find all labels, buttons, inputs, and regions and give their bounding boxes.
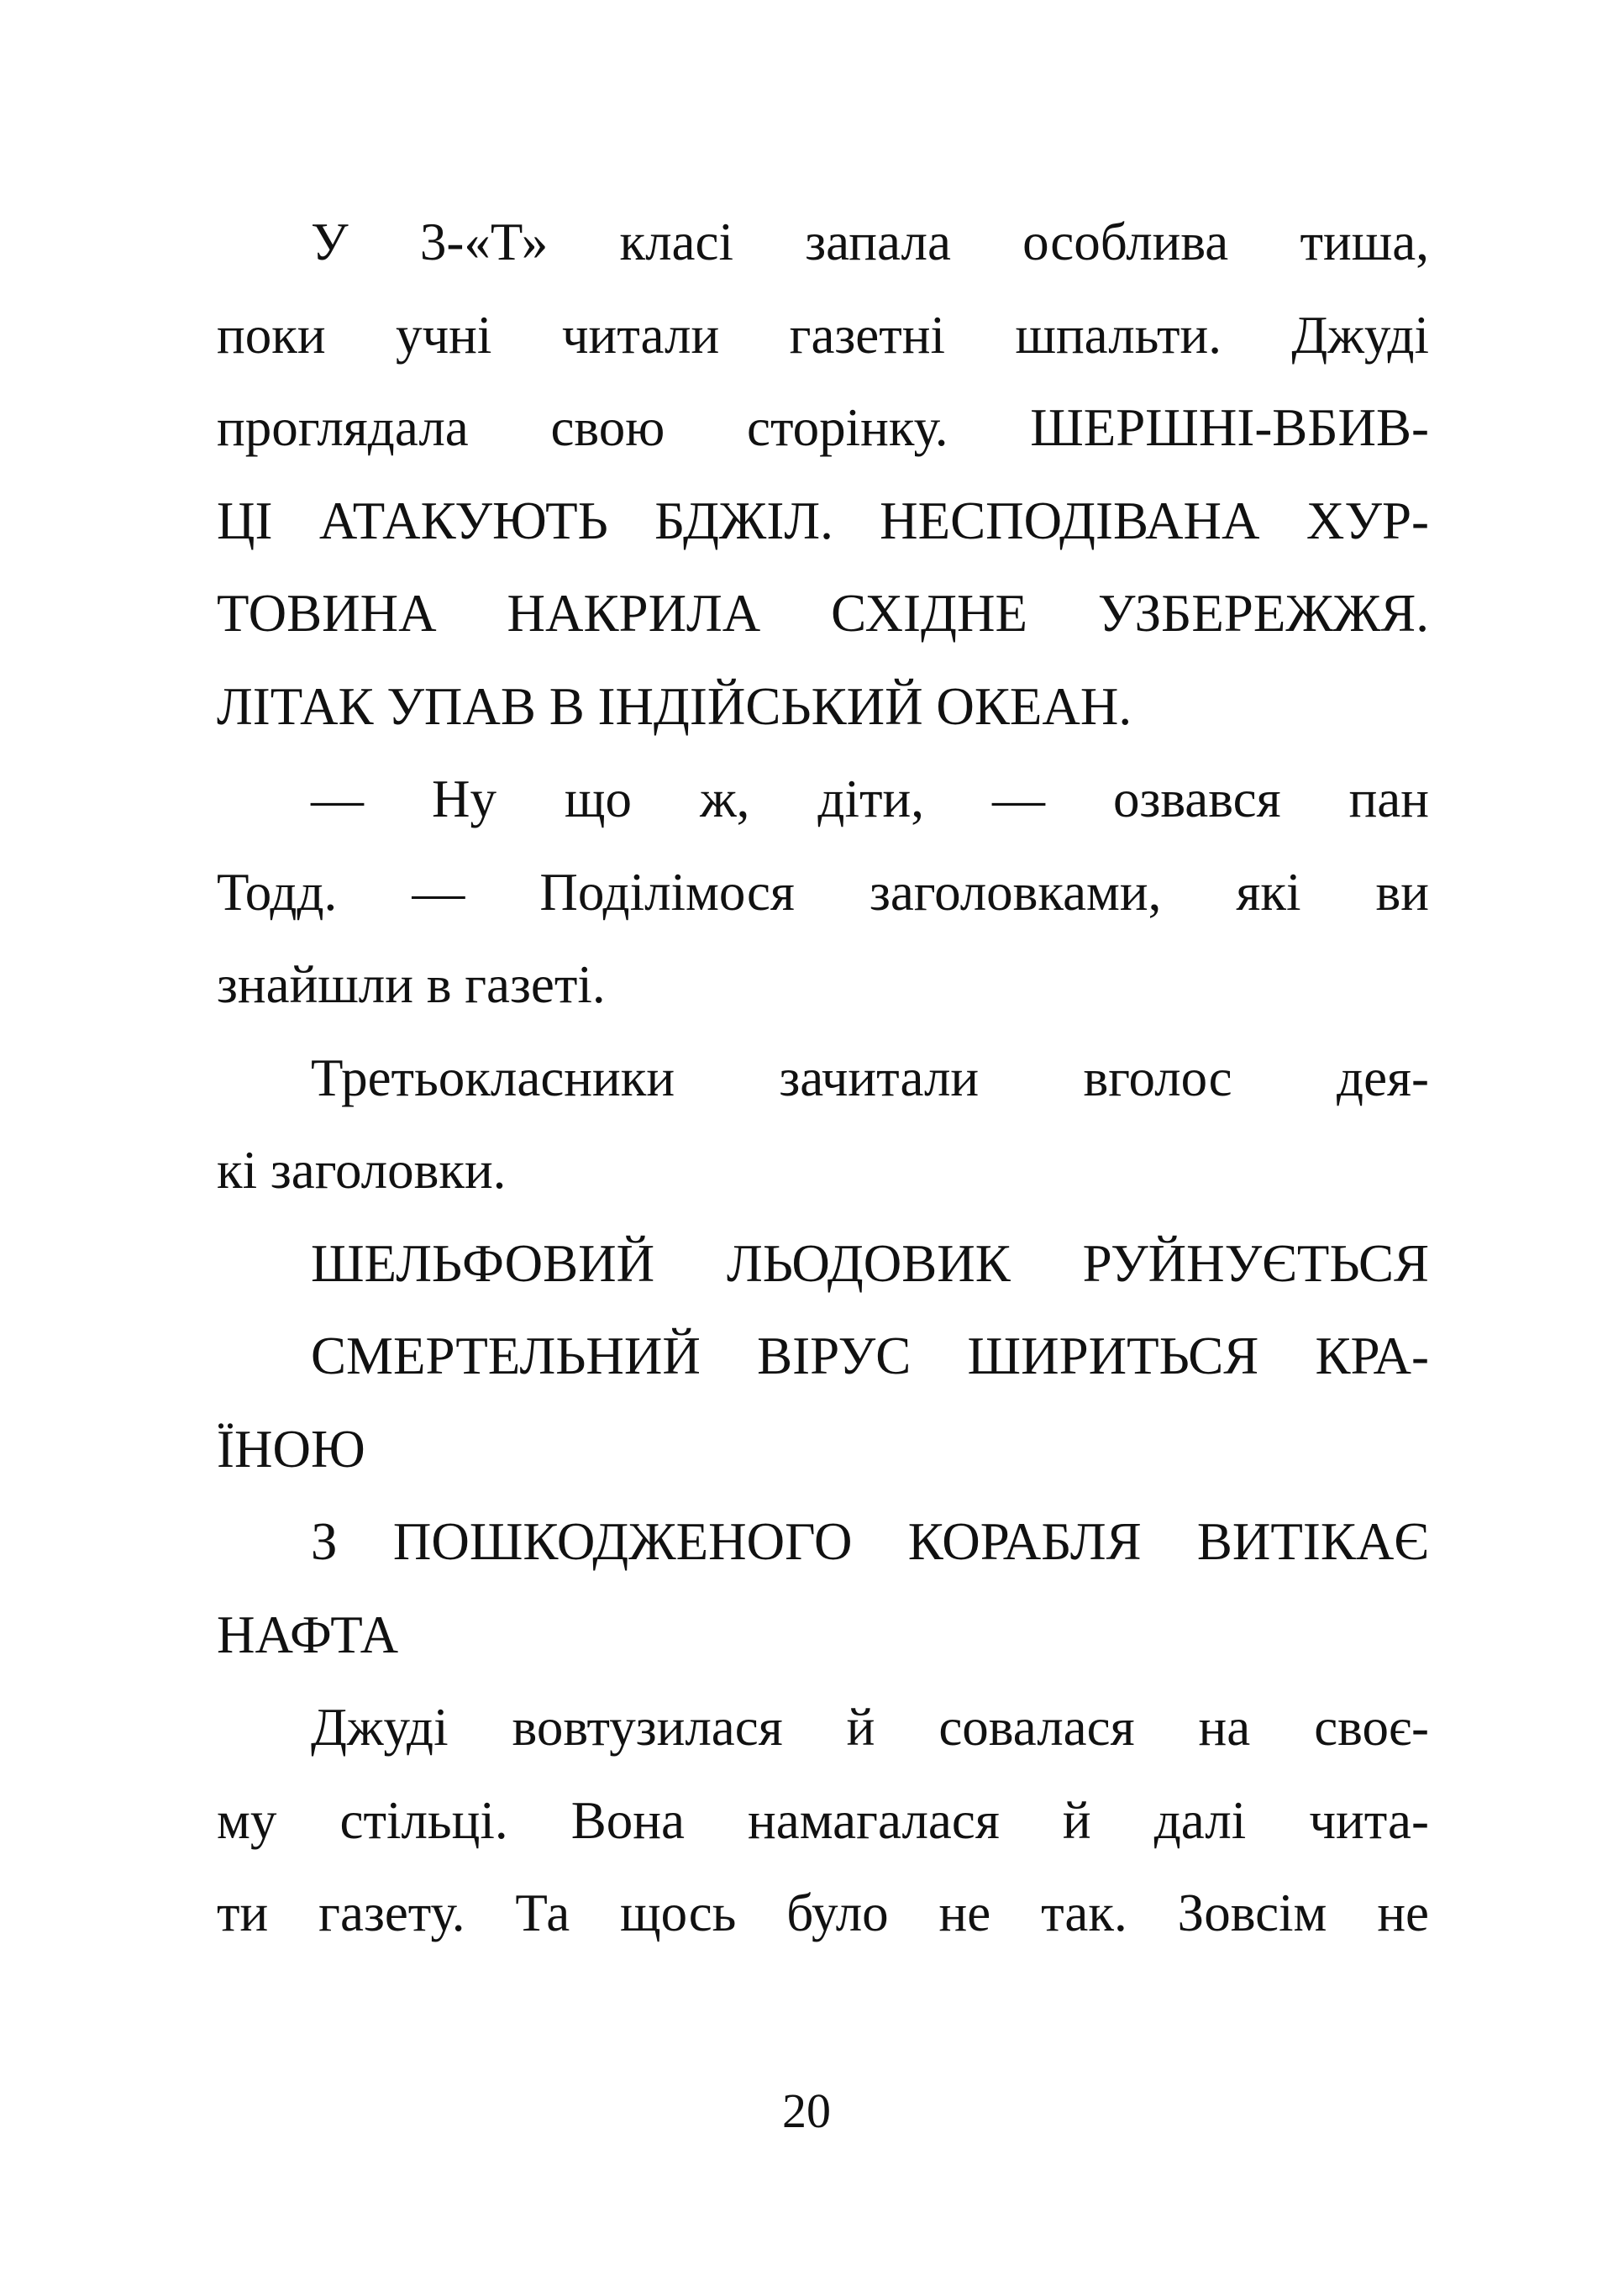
page-body-text — [217, 196, 1429, 1960]
text-line: СМЕРТЕЛЬНИЙ ВІРУС ШИРИТЬСЯ КРА- — [311, 1327, 1429, 1385]
text-line: кі заголовки. — [217, 1141, 507, 1200]
text-line: ЛІТАК УПАВ В ІНДІЙСЬКИЙ ОКЕАН. — [217, 676, 1132, 736]
text-line: проглядала свою сторінку. ШЕРШНІ-ВБИВ- — [217, 398, 1429, 457]
text-line: му стільці. Вона намагалася й далі чита- — [217, 1790, 1429, 1850]
text-line: поки учні читали газетні шпальти. Джуді — [217, 305, 1429, 365]
text-line: Джуді вовтузилася й совалася на своє- — [311, 1698, 1429, 1757]
text-line: ТОВИНА НАКРИЛА СХІДНЕ УЗБЕРЕЖЖЯ. — [217, 584, 1429, 643]
text-line: ЇНОЮ — [217, 1419, 365, 1479]
text-line: ШЕЛЬФОВИЙ ЛЬОДОВИК РУЙНУЄТЬСЯ — [311, 1233, 1429, 1293]
page-number: 20 — [782, 2083, 831, 2138]
text-line: Тодд. — Поділімося заголовками, які ви — [217, 862, 1429, 922]
text-line: НАФТА — [217, 1605, 399, 1664]
text-line: Третьокласники зачитали вголос дея- — [311, 1048, 1429, 1107]
text-line: ти газету. Та щось було не так. Зовсім не — [217, 1884, 1429, 1942]
text-line: — Ну що ж, діти, — озвався пан — [311, 770, 1429, 828]
text-line: знайшли в газеті. — [217, 955, 606, 1014]
text-line: У 3-«Т» класі запала особлива тиша, — [311, 213, 1429, 271]
text-line: ЦІ АТАКУЮТЬ БДЖІЛ. НЕСПОДІВАНА ХУР- — [217, 491, 1429, 550]
text-line: З ПОШКОДЖЕНОГО КОРАБЛЯ ВИТІКАЄ — [311, 1512, 1429, 1571]
